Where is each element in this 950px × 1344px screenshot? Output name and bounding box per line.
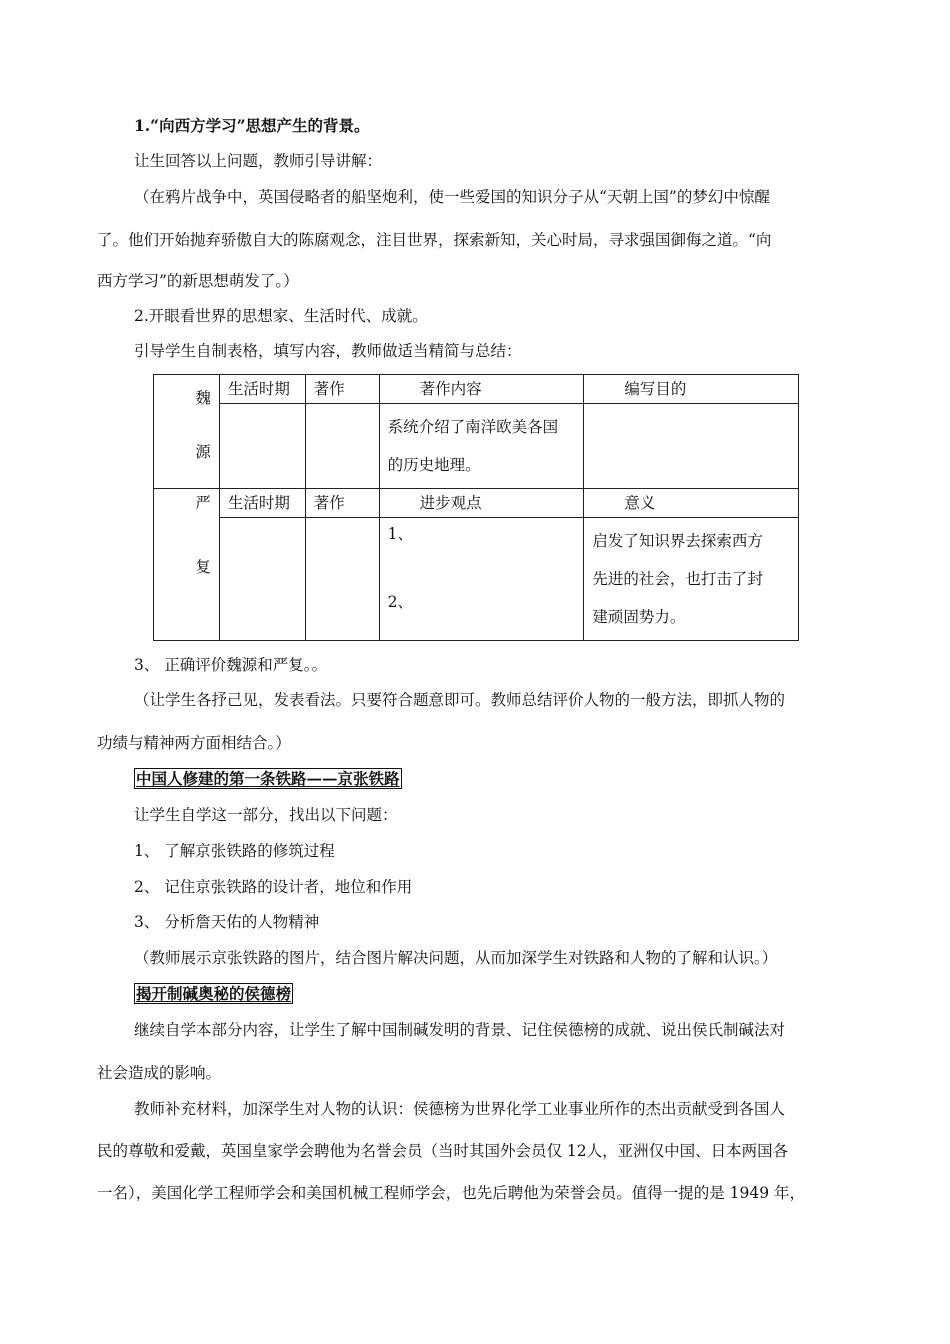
header-cell: 编写目的: [584, 375, 799, 404]
person-cell-weiyuan: [154, 375, 220, 489]
person-name-char: 复: [195, 558, 211, 576]
cell-line: 先进的社会，也打击了封: [592, 570, 763, 588]
header-cell: 进步观点: [379, 489, 584, 518]
table-row: [154, 375, 799, 404]
railway-intro: 让学生自学这一部分，找出以下问题：: [134, 806, 398, 824]
data-cell: [584, 404, 799, 489]
table-row: [154, 518, 799, 641]
cell-line: 系统介绍了南洋欧美各国: [387, 418, 559, 436]
cell-line: 2、: [387, 593, 414, 611]
data-cell: [219, 518, 305, 641]
thinkers-table: [153, 374, 799, 641]
soda-paragraph-line: 一名），美国化学工程师学会和美国机械工程师学会，也先后聘他为荣誉会员。值得一提的是 1949 年，: [97, 1184, 806, 1202]
railway-heading: [134, 769, 402, 789]
data-cell: [379, 518, 584, 641]
railway-note: （教师展示京张铁路的图片，结合图片解决问题，从而加深学生对铁路和人物的了解和认识。）: [134, 949, 778, 967]
section2-intro: 引导学生自制表格，填写内容，教师做适当精简与总结：: [134, 342, 522, 360]
person-name-char: 源: [195, 443, 211, 461]
section1-paragraph-line: 西方学习”的新思想萌发了。）: [97, 272, 299, 290]
person-cell-yanfu: [154, 489, 220, 641]
table-row: [154, 404, 799, 489]
soda-paragraph-line: 教师补充材料，加深学生对人物的认识：侯德榜为世界化学工业事业所作的杰出贡献受到各国人: [134, 1100, 786, 1118]
section3-paragraph-line: （让学生各抒己见，发表看法。只要符合题意即可。教师总结评价人物的一般方法，即抓人物的: [134, 691, 786, 709]
header-cell: 生活时期: [219, 375, 305, 404]
section1-intro: 让生回答以上问题，教师引导讲解：: [134, 152, 383, 170]
header-cell: 意义: [584, 489, 799, 518]
section2-title: 2.开眼看世界的思想家、生活时代、成就。: [134, 307, 428, 325]
table-row: [154, 489, 799, 518]
header-cell: 著作: [305, 489, 379, 518]
cell-line: 的历史地理。: [387, 456, 481, 474]
section1-paragraph-line: （在鸦片战争中，英国侵略者的船坚炮利，使一些爱国的知识分子从“天朝上国”的梦幻中惊醒: [134, 188, 770, 206]
soda-paragraph-line: 继续自学本部分内容，让学生了解中国制碱发明的背景、记住侯德榜的成就、说出侯氏制碱法对: [134, 1021, 786, 1039]
data-cell: [305, 404, 379, 489]
data-cell: [584, 518, 799, 641]
person-name-char: 魏: [195, 389, 211, 407]
data-cell: [305, 518, 379, 641]
header-cell: 著作内容: [379, 375, 584, 404]
section3-title: 3、 正确评价魏源和严复。。: [134, 656, 328, 674]
soda-heading-text: 揭开制碱奥秘的侯德榜: [136, 984, 292, 1003]
cell-line: 1、: [387, 525, 414, 543]
soda-paragraph-line: 民的尊敬和爱戴，英国皇家学会聘他为名誉会员（当时其国外会员仅 12人，亚洲仅中国、日本两国各: [97, 1142, 789, 1160]
soda-paragraph-line: 社会造成的影响。: [97, 1064, 222, 1082]
person-name-char: 严: [195, 494, 211, 512]
header-cell: 生活时期: [219, 489, 305, 518]
railway-heading-text: 中国人修建的第一条铁路——京张铁路: [136, 769, 400, 788]
header-cell: 著作: [305, 375, 379, 404]
list-item: 2、 记住京张铁路的设计者，地位和作用: [134, 878, 413, 896]
section1-paragraph-line: 了。他们开始抛弃骄傲自大的陈腐观念，注目世界，探索新知，关心时局，寻求强国御侮之道。“向: [97, 231, 772, 249]
soda-heading: [134, 984, 293, 1004]
data-cell: [379, 404, 584, 489]
cell-line: 启发了知识界去探索西方: [592, 532, 763, 550]
list-item: 1、 了解京张铁路的修筑过程: [134, 842, 335, 860]
section3-paragraph-line: 功绩与精神两方面相结合。）: [97, 734, 291, 752]
section1-title: 1.“向西方学习”思想产生的背景。: [134, 116, 370, 135]
data-cell: [219, 404, 305, 489]
list-item: 3、 分析詹天佑的人物精神: [134, 913, 320, 931]
cell-line: 建顽固势力。: [592, 608, 686, 626]
